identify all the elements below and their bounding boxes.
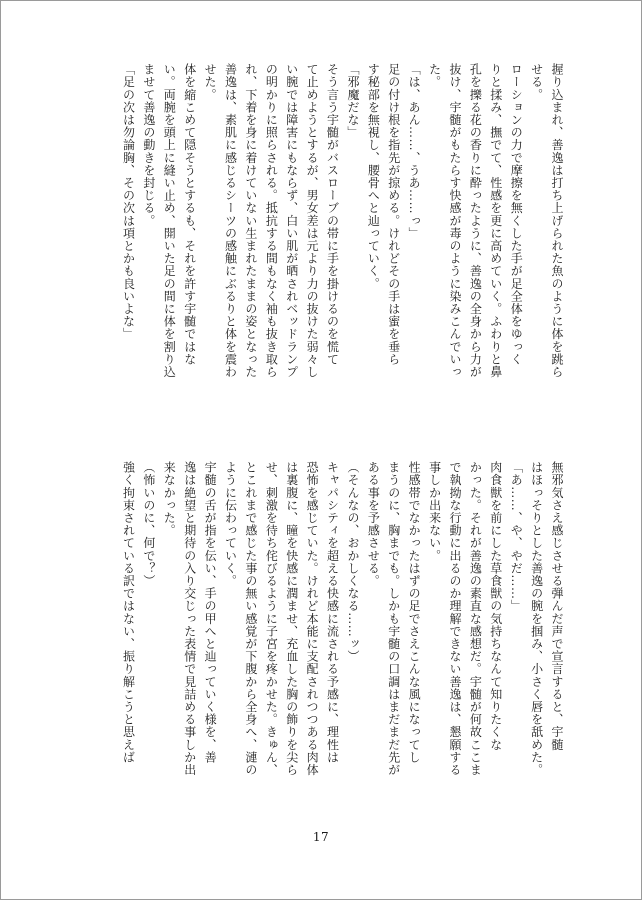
text-line: はほっそりとした善逸の腕を掴み、小さく唇を舐めた。 [529, 461, 544, 776]
text-line: とこれまで感じた事の無い感覚が下腹から全身へ、漣の [243, 461, 258, 776]
text-line: 性感帯でなかったはずの足でさえこんな風になってし [407, 461, 422, 764]
text-line: 握り込まれ、善逸は打ち上げられた魚のように体を跳ら [550, 63, 564, 378]
text-line: の明かりに照らされる。抵抗する間もなく袖も抜き取ら [264, 63, 279, 378]
page-number: 17 [312, 830, 330, 844]
text-line: 無邪気さえ感じさせる弾んだ声で宣言すると、宇髄 [550, 461, 564, 751]
text-line: 「あ……、や、やだ……」 [509, 461, 524, 613]
text-line: ように伝わっていく。 [223, 461, 238, 587]
text-line: い。両腕を頭上に縫い止め、開いた足の間に体を割り込 [162, 63, 177, 378]
text-line: りと揉み、撫でて、性感を更に高めていく。ふわりと鼻 [488, 63, 503, 378]
text-tier-top [118, 63, 567, 429]
text-tier-bottom [118, 461, 567, 803]
text-line: せる。 [529, 63, 544, 101]
text-line: せ、刺激を待ち侘びるように子宮を疼かせた。きゅん、 [264, 461, 279, 776]
text-line: 抜け、宇髄がもたらす快感が毒のように染みこんでいっ [447, 63, 462, 378]
text-line: 肉食獣を前にした草食獣の気持ちなんて知りたくな [488, 461, 503, 751]
text-line: れ、下着を身に着けていない生まれたままの姿となった [243, 63, 258, 378]
text-line: 体を縮こめて隠そうとするも、それを許す宇髄ではな [182, 63, 197, 366]
text-line: 足の付け根を指先が掠める。けれどその手は蜜を垂ら [386, 63, 401, 366]
text-line: （そんなの、おかしくなる……ッ） [345, 461, 360, 663]
text-line: 「邪魔だな」 [345, 63, 360, 139]
text-line: ローションの力で摩擦を無くした手が足全体をゆっく [509, 63, 524, 366]
text-line: 恐怖を感じていた。けれど本能に支配されつつある肉体 [305, 461, 320, 776]
text-line: 善逸は、素肌に感じるシーツの感触にぶるりと体を震わ [223, 63, 238, 378]
text-line: で執拗な行動に出るのか理解できない善逸は、懇願する [447, 461, 462, 776]
text-line: ませて善逸の動きを封じる。 [141, 63, 156, 227]
text-line: は裏腹に、瞳を快感に潤ませ、充血した胸の飾りを尖ら [284, 461, 299, 776]
text-line: ある事を予感させる。 [366, 461, 381, 587]
text-line: 宇髄の舌が指を伝い、手の甲へと辿っていく様を、善 [203, 461, 218, 764]
text-line: 孔を擽る花の香りに酔ったように、善逸の全身から力が [468, 63, 483, 378]
text-line: せた。 [203, 63, 218, 101]
text-line: て止めようとするが、男女差は元より力の抜けた弱々し [305, 63, 320, 378]
text-line: 来なかった。 [162, 461, 177, 537]
text-line: す秘部を無視し、腰骨へと辿っていく。 [366, 63, 381, 290]
text-line: （怖いのに、何で？） [141, 461, 156, 587]
text-line: 「は、あん……、うあ……っ」 [407, 63, 422, 240]
text-line: 逸は絶望と期待の入り交じった表情で見詰める事しか出 [182, 461, 197, 776]
text-line: 「足の次は勿論胸、その次は項とかも良いよな」 [121, 63, 136, 341]
text-line: 強く拘束されている訳ではない、振り解こうと思えば [121, 461, 136, 764]
text-line: まうのに、胸までも。しかも宇髄の口調はまだまだ先が [386, 461, 401, 776]
text-line: た。 [427, 63, 442, 89]
text-line: そう言う宇髄がバスローブの帯に手を掛けるのを慌て [325, 63, 340, 366]
text-line: キャパシティを超える快感に流される予感に、理性は [325, 461, 340, 764]
text-line: かった。それが善逸の素直な感想だ。宇髄が何故ここま [468, 461, 483, 776]
text-line: い腕では障害にもならず、白い肌が晒されベッドランプ [284, 63, 299, 378]
text-line: 事しか出来ない。 [427, 461, 442, 562]
